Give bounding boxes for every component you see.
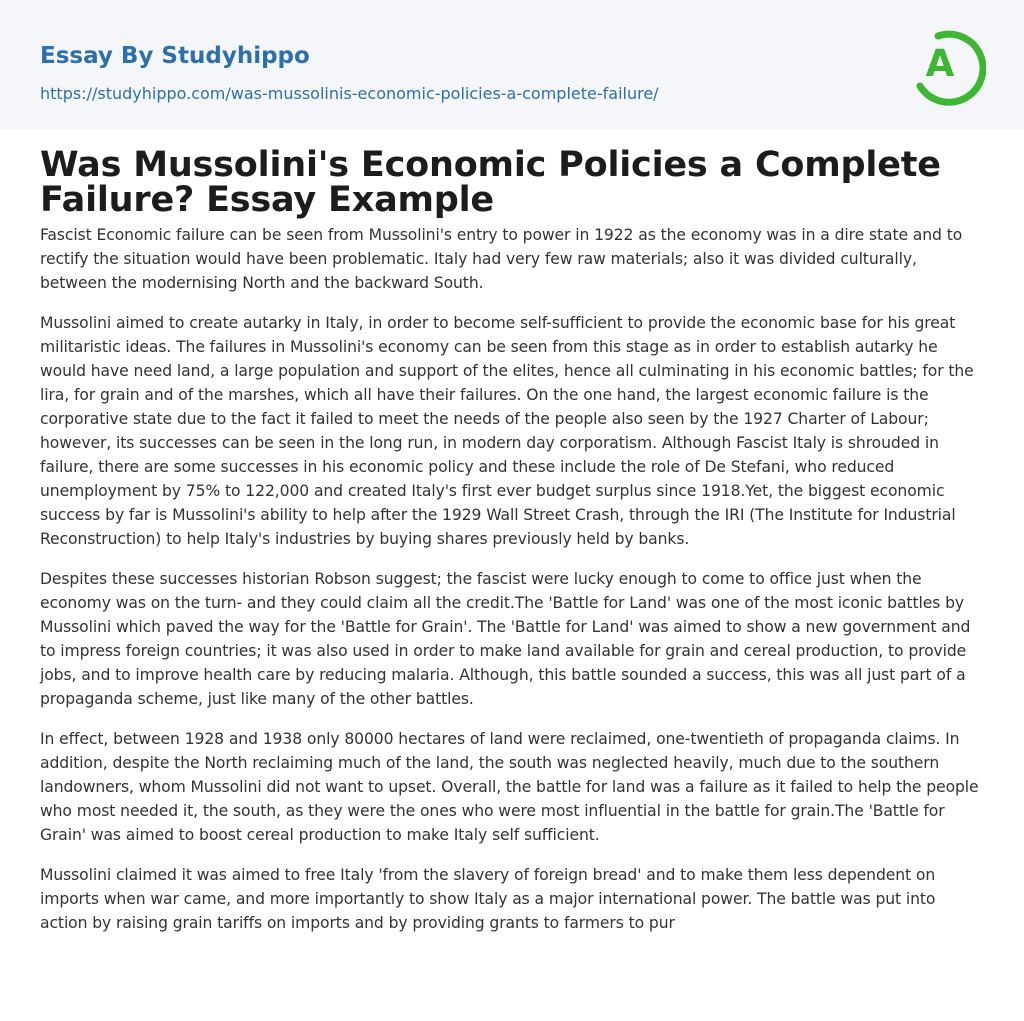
essay-paragraph: In effect, between 1928 and 1938 only 80000 hectares of land were reclaimed, one-twentieth of propaganda claims. In addition, despite the North reclaiming much of the land, the south was neglected heavily, much due to the southern landowners, whom Mussolini did not want to upset. Overall, the battle for land was a failure as it failed to help the people who most needed it, the south, as they were the ones who were most influential in the battle for grain.The 'Battle for Grain' was aimed to boost cereal production to make Italy self sufficient. [40,730,979,844]
essay-paragraph: Fascist Economic failure can be seen from Mussolini's entry to power in 1922 as the economy was in a dire state and to rectify the situation would have been problematic. Italy had very few raw materials; also it was divided culturally, between the modernising North and the backward South. [40,226,963,292]
site-brand[interactable]: Essay By Studyhippo [40,43,310,69]
studyhippo-logo-icon[interactable] [912,18,986,106]
essay-paragraph: Mussolini aimed to create autarky in Italy, in order to become self-sufficient to provide the economic base for his great militaristic ideas. The failures in Mussolini's economy can be seen from this stage as in order to establish autarky he would have need land, a large population and support of the elites, hence all culminating in his economic battles; for the lira, for grain and of the marshes, which all have their failures. On the one hand, the largest economic failure is the corporative state due to the fact it failed to meet the needs of the people also seen by the 1927 Charter of Labour; however, its successes can be seen in the long run, in modern day corporatism. Although Fascist Italy is shrouded in failure, there are some successes in his economic policy and these include the role of De Stefani, who reduced unemployment by 75% to 122,000 and created Italy's first ever budget surplus since 1918.Yet, the biggest economic success by far is Mussolini's ability to help after the 1929 Wall Street Crash, through the IRI (The Institute for Industrial Reconstruction) to help Italy's industries by buying shares previously held by banks. [40,314,974,548]
essay-url-link[interactable]: https://studyhippo.com/was-mussolinis-economic-policies-a-complete-failure/ [40,84,659,103]
essay-content [0,129,1024,935]
essay-paragraph: Mussolini claimed it was aimed to free Italy 'from the slavery of foreign bread' and to make them less dependent on imports when war came, and more importantly to show Italy as a major international power. The battle was put into action by raising grain tariffs on imports and by providing grants to farmers to pur [40,866,936,932]
essay-paragraph: Despites these successes historian Robson suggest; the fascist were lucky enough to come to office just when the economy was on the turn- and they could claim all the credit.The 'Battle for Land' was one of the most iconic battles by Mussolini which paved the way for the 'Battle for Grain'. The 'Battle for Land' was aimed to show a new government and to impress foreign countries; it was also used in order to make land available for grain and cereal production, to provide jobs, and to improve health care by reducing malaria. Although, this battle sounded a success, this was all just part of a propaganda scheme, just like many of the other battles. [40,570,971,708]
site-header [0,0,1024,129]
logo-letter: A [925,42,955,85]
essay-title: Was Mussolini's Economic Policies a Complete Failure? Essay Example [40,145,941,220]
